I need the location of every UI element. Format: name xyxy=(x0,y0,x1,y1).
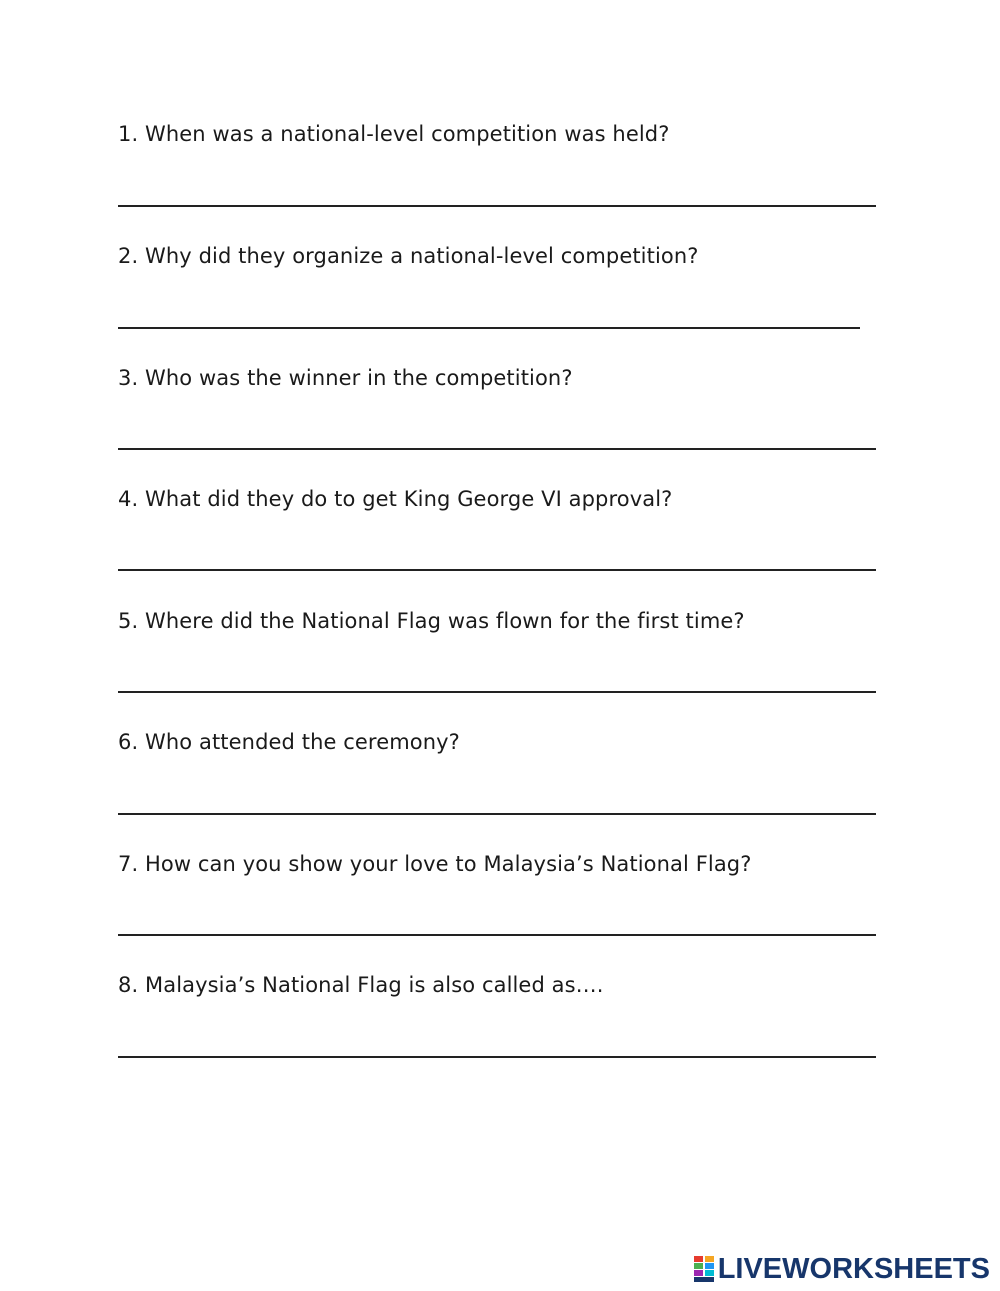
logo-text: LIVEWORKSHEETS xyxy=(717,1253,990,1285)
answer-line-1[interactable] xyxy=(118,205,876,207)
question-1: 1. When was a national-level competition was held? xyxy=(118,122,670,146)
question-7: 7. How can you show your love to Malaysia’s National Flag? xyxy=(118,852,752,876)
answer-line-8[interactable] xyxy=(118,1056,876,1058)
question-8: 8. Malaysia’s National Flag is also called as…. xyxy=(118,973,604,997)
liveworksheets-logo-icon xyxy=(694,1256,714,1282)
answer-line-4[interactable] xyxy=(118,569,876,571)
liveworksheets-logo[interactable] xyxy=(694,1253,990,1285)
answer-line-6[interactable] xyxy=(118,813,876,815)
answer-line-7[interactable] xyxy=(118,934,876,936)
answer-line-2[interactable] xyxy=(118,327,860,329)
question-2: 2. Why did they organize a national-level competition? xyxy=(118,244,699,268)
answer-line-5[interactable] xyxy=(118,691,876,693)
question-3: 3. Who was the winner in the competition? xyxy=(118,366,573,390)
question-5: 5. Where did the National Flag was flown for the first time? xyxy=(118,609,745,633)
answer-line-3[interactable] xyxy=(118,448,876,450)
question-6: 6. Who attended the ceremony? xyxy=(118,730,460,754)
question-4: 4. What did they do to get King George VI approval? xyxy=(118,487,673,511)
